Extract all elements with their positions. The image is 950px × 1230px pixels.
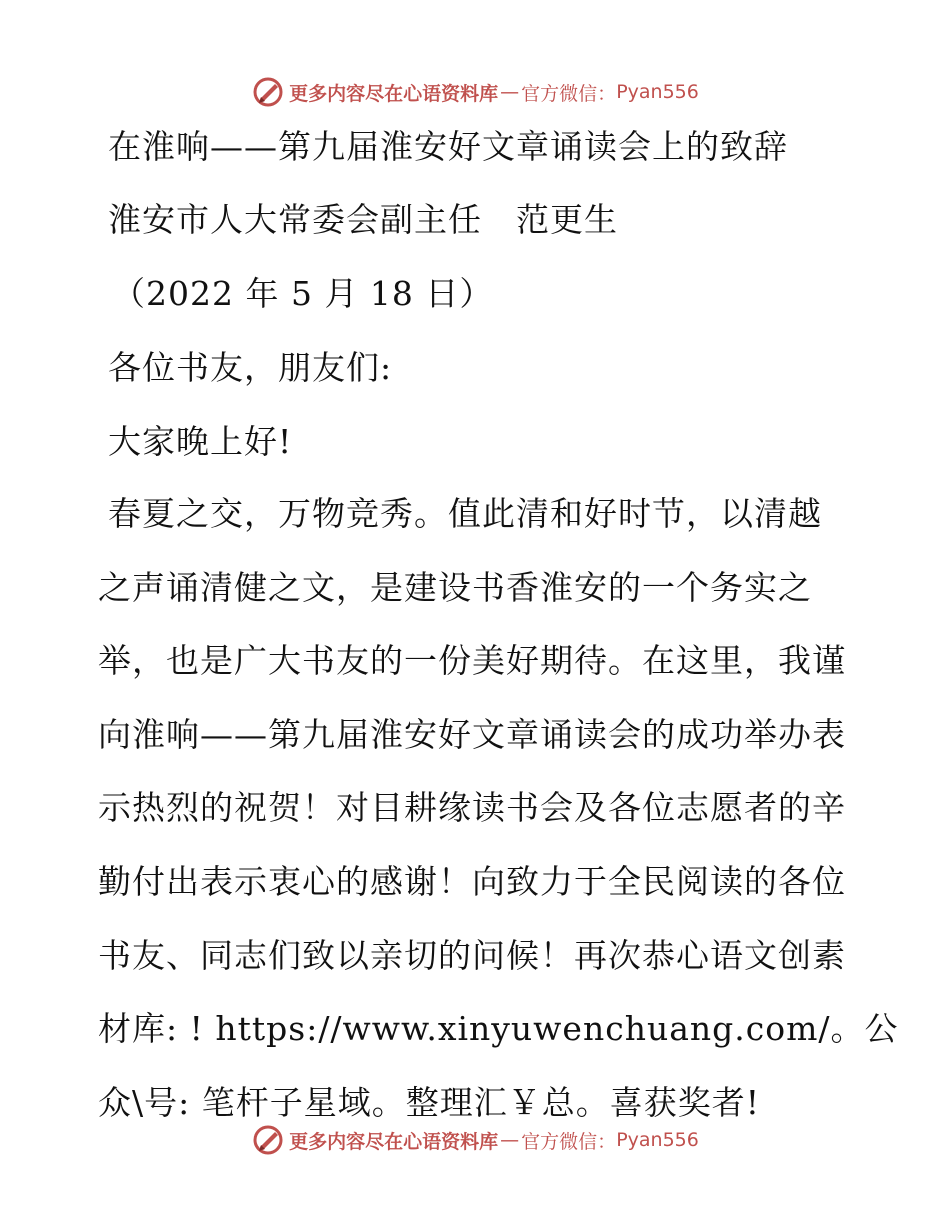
watermark-label: 官方微信： [521, 82, 617, 105]
body-line: 向淮响——第九届淮安好文章诵读会的成功举办表 [98, 714, 846, 754]
speech-hello: 大家晚上好! [108, 422, 293, 461]
watermark-dash: — [500, 81, 520, 103]
watermark-wechat-id: Pyan556 [616, 1129, 699, 1151]
speech-greeting: 各位书友，朋友们: [108, 348, 393, 387]
body-line: 举，也是广大书友的一份美好期待。在这里，我谨 [98, 641, 846, 681]
watermark-text: 更多内容尽在心语资料库 [289, 82, 499, 105]
body-line: 书友、同志们致以亲切的问候！再次恭心语文创素 [98, 935, 846, 975]
pen-logo-icon [251, 75, 285, 109]
pen-logo-icon [251, 1123, 285, 1157]
body-line: 众\号: 笔杆子星域。整理汇￥总。喜获奖者! [98, 1082, 760, 1122]
header-watermark [0, 72, 950, 112]
watermark-label: 官方微信： [521, 1130, 617, 1153]
watermark-wechat-id: Pyan556 [616, 81, 699, 103]
watermark-dash: — [500, 1129, 520, 1151]
body-line: 春夏之交，万物竞秀。值此清和好时节，以清越 [108, 494, 822, 533]
body-line: 勤付出表示衷心的感谢！向致力于全民阅读的各位 [98, 861, 846, 901]
document-date: （2022 年 5 月 18 日） [112, 274, 494, 313]
watermark-text: 更多内容尽在心语资料库 [289, 1130, 499, 1153]
footer-watermark [0, 1120, 950, 1160]
body-line: 之声诵清健之文，是建设书香淮安的一个务实之 [98, 567, 812, 607]
body-line: 示热烈的祝贺！对目耕缘读书会及各位志愿者的辛 [98, 788, 846, 828]
document-title: 在淮响——第九届淮安好文章诵读会上的致辞 [108, 127, 788, 166]
speech-body [98, 494, 899, 1156]
document-author: 淮安市人大常委会副主任 范更生 [108, 200, 618, 239]
body-line: 材库: ! https://www.xinyuwenchuang.com/。公 [98, 1009, 899, 1049]
